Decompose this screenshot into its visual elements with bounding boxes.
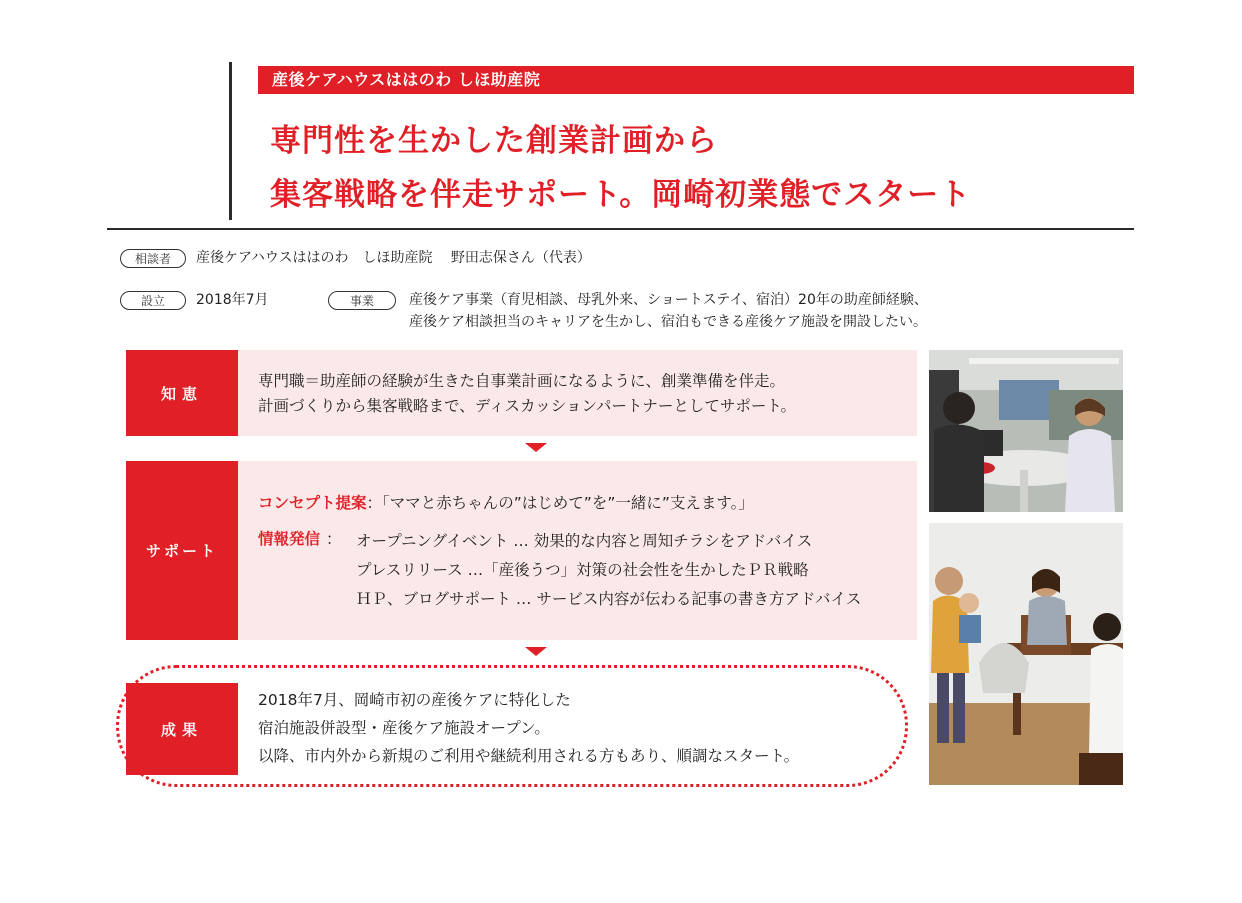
result-text — [258, 686, 799, 770]
concept-row — [258, 491, 754, 516]
business-line-2: 産後ケア相談担当のキャリアを生かし、宿泊もできる産後ケア施設を開設したい。 — [409, 314, 927, 330]
consultant-tag: 相談者 — [120, 249, 186, 268]
arrow-down-icon — [525, 647, 547, 656]
business-text — [409, 289, 928, 333]
chie-line-2: 計画づくりから集客戦略まで、ディスカッションパートナーとしてサポート。 — [258, 397, 797, 415]
result-label: 成果 — [126, 683, 238, 775]
header-vertical-rule — [229, 62, 232, 220]
support-label: サポート — [126, 461, 238, 640]
info-item-1: オープニングイベント … 効果的な内容と周知チラシをアドバイス — [356, 532, 813, 550]
header-band: 産後ケアハウスははのわ しほ助産院 — [258, 66, 1134, 94]
header-divider — [107, 228, 1134, 230]
info-label: 情報発信 — [258, 530, 321, 548]
chie-line-1: 専門職＝助産師の経験が生きた自事業計画になるように、創業準備を伴走。 — [258, 372, 786, 390]
founded-text: 2018年7月 — [196, 292, 269, 308]
headline-line-1: 専門性を生かした創業計画から — [270, 123, 718, 159]
headline-line-2: 集客戦略を伴走サポート。岡崎初業態でスタート — [270, 177, 972, 213]
concept-text: ：「ママと赤ちゃんの”はじめて”を”一緒に”支えます。」 — [366, 494, 754, 512]
result-line-1: 2018年7月、岡崎市初の産後ケアに特化した — [258, 691, 571, 709]
info-items — [356, 527, 861, 614]
consultation-photo-illustration — [929, 350, 1123, 512]
arrow-down-icon — [525, 443, 547, 452]
consultant-text: 産後ケアハウスははのわ しほ助産院 野田志保さん（代表） — [196, 250, 591, 266]
info-item-3: ＨＰ、ブログサポート … サービス内容が伝わる記事の書き方アドバイス — [356, 590, 862, 608]
page-title — [270, 114, 971, 222]
business-tag: 事業 — [328, 291, 396, 310]
care-room-photo — [929, 523, 1123, 785]
founded-tag: 設立 — [120, 291, 186, 310]
info-colon: ： — [326, 530, 342, 548]
care-room-photo-illustration — [929, 523, 1123, 785]
info-item-2: プレスリリース …「産後うつ」対策の社会性を生かしたＰＲ戦略 — [356, 561, 809, 579]
chie-label: 知恵 — [126, 350, 238, 436]
consultation-photo — [929, 350, 1123, 512]
concept-label: コンセプト提案 — [258, 494, 367, 512]
result-line-2: 宿泊施設併設型・産後ケア施設オープン。 — [258, 719, 550, 737]
result-line-3: 以降、市内外から新規のご利用や継続利用される方もあり、順調なスタート。 — [258, 747, 800, 765]
chie-text — [258, 369, 796, 419]
business-line-1: 産後ケア事業（育児相談、母乳外来、ショートステイ、宿泊）20年の助産師経験、 — [409, 292, 928, 308]
info-row-label — [258, 527, 342, 552]
